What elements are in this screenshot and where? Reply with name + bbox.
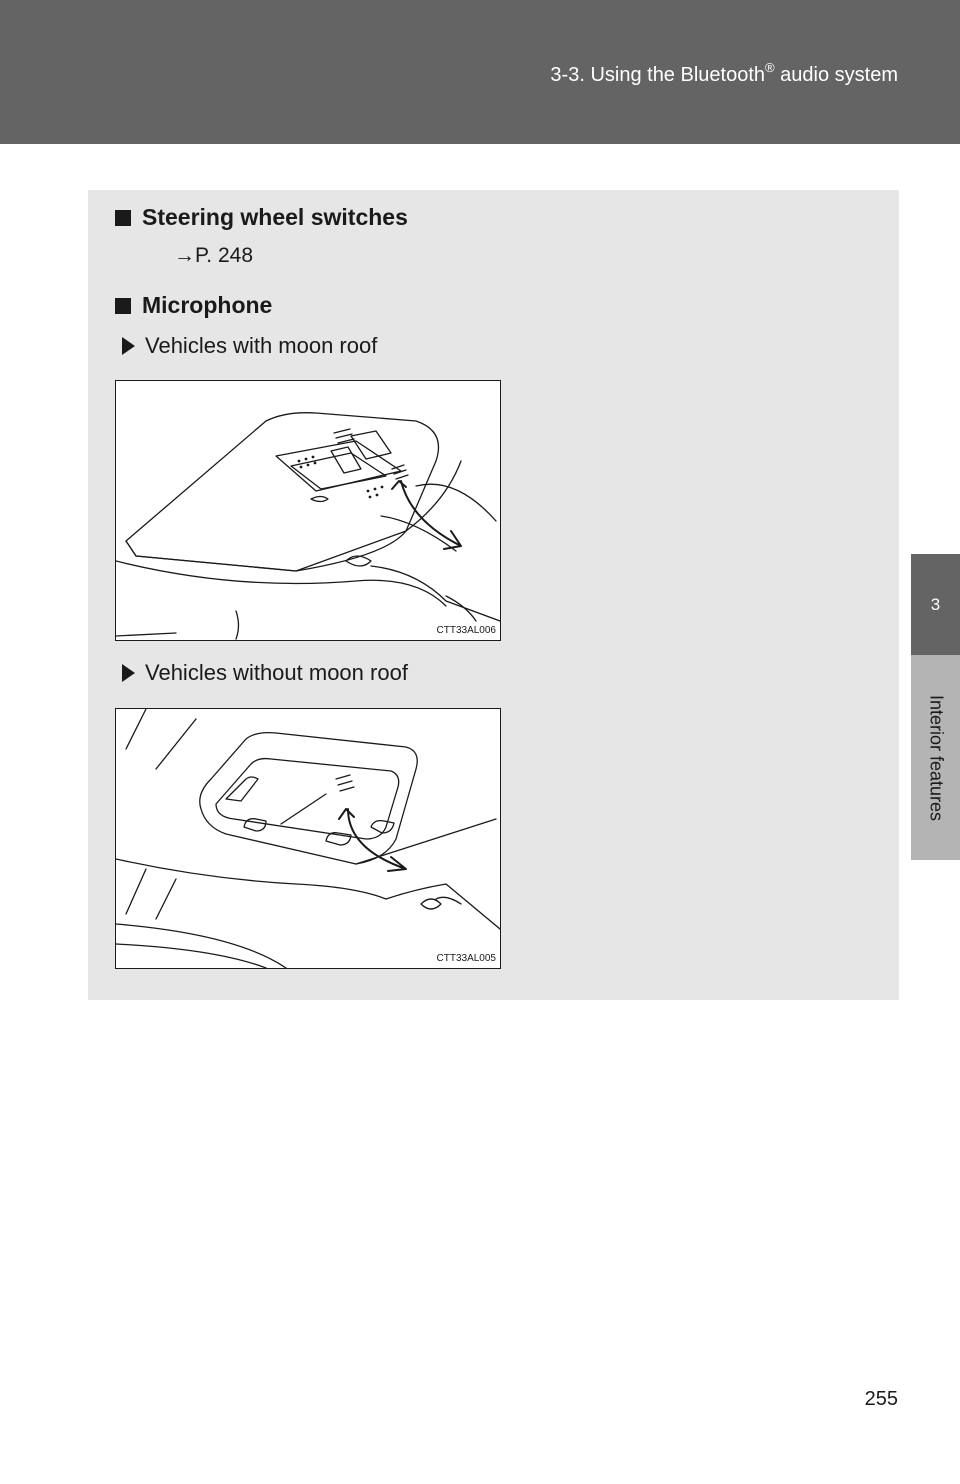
with-moon-roof-text: Vehicles with moon roof <box>145 333 378 358</box>
figure-code: CTT33AL005 <box>436 953 496 964</box>
steering-heading-text: Steering wheel switches <box>142 204 408 230</box>
page-number: 255 <box>864 1388 898 1410</box>
registered-mark: ® <box>765 60 775 75</box>
figure-without-moon-roof <box>115 708 501 969</box>
with-moon-roof-label <box>122 333 377 359</box>
without-moon-roof-text: Vehicles without moon roof <box>145 660 408 685</box>
chapter-number-tab <box>911 554 960 655</box>
chapter-number: 3 <box>930 594 941 614</box>
without-moon-roof-label <box>122 660 408 686</box>
steering-heading <box>115 204 408 231</box>
square-bullet-icon <box>115 298 131 314</box>
triangle-bullet-icon <box>122 337 135 355</box>
microphone-heading <box>115 292 272 319</box>
page-header <box>0 0 960 144</box>
title-prefix: 3-3. Using the Bluetooth <box>550 64 766 86</box>
microphone-heading-text: Microphone <box>142 292 273 318</box>
overhead-console-moonroof-illustration <box>116 381 500 640</box>
title-suffix: audio system <box>774 64 898 86</box>
square-bullet-icon <box>115 210 131 226</box>
chapter-label: Interior features <box>926 694 946 821</box>
section-title <box>550 60 898 87</box>
overhead-console-illustration <box>116 709 500 968</box>
figure-code: CTT33AL006 <box>436 625 496 636</box>
page-reference: →P. 248 <box>174 244 254 267</box>
chapter-label-tab <box>911 655 960 860</box>
triangle-bullet-icon <box>122 664 135 682</box>
figure-with-moon-roof <box>115 380 501 641</box>
